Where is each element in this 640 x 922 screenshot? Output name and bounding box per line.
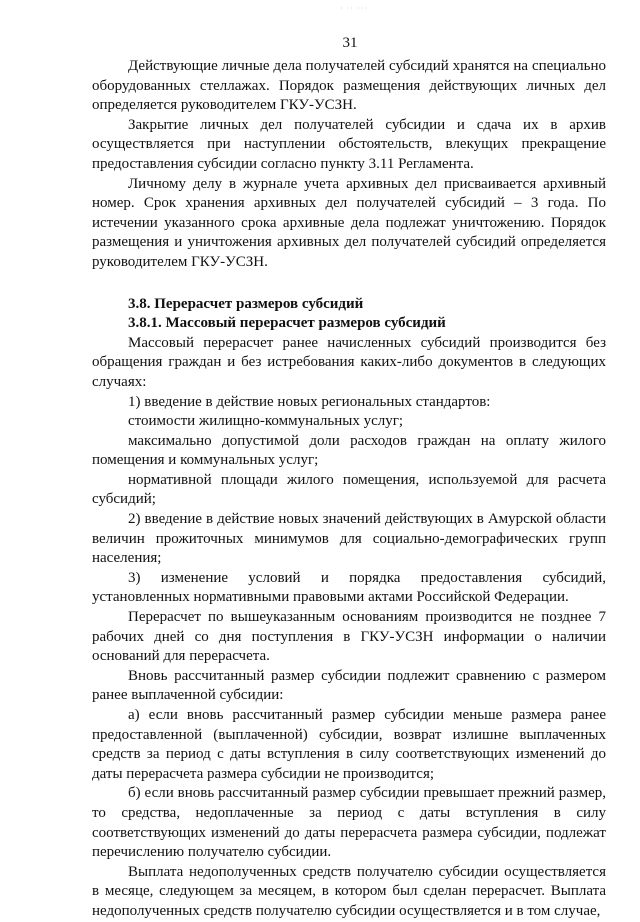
list-subitem-housing-cost: стоимости жилищно-коммунальных услуг; [128, 413, 404, 430]
list-item-1: 1) введение в действие новых региональных стандартов: [128, 393, 491, 410]
subsection-heading: 3.8.1. Массовый перерасчет размеров субсидий [128, 315, 446, 332]
paragraph-closing-files: Закрытие личных дел получателей субсидии и сдача их в архив осуществляется при наступлении обстоятельств, влекущих прекращение предоставления субсидии согласно пункту 3.11 Регламента. [92, 116, 606, 172]
list-item-3: 3) изменение условий и порядка предоставления субсидий, установленных нормативными правовыми актами Российской Федерации. [92, 569, 606, 606]
list-item-2: 2) введение в действие новых значений действующих в Амурской области величин прожиточных минимумов для социально-демографических групп населения; [92, 511, 606, 567]
scan-stamp-mark: · ·· ··· [340, 4, 368, 13]
page-number: 31 [342, 35, 358, 51]
paragraph-mass-recalculation: Массовый перерасчет ранее начисленных субсидий производится без обращения граждан и без истребования каких-либо документов в следующих случаях: [92, 334, 606, 390]
section-heading: 3.8. Перерасчет размеров субсидий [128, 295, 364, 312]
list-item-a: а) если вновь рассчитанный размер субсидии меньше размера ранее предоставленной (выплаченной) субсидии, возврат излишне выплаченных средств за период с даты вступления в силу соответствующих изменений до даты перерасчета размера субсидии не производится; [92, 707, 606, 782]
document-body [92, 57, 606, 922]
paragraph-recalculation-deadline: Перерасчет по вышеуказанным основаниям производится не позднее 7 рабочих дней со дня поступления в ГКУ-УСЗН информации о наличии оснований для перерасчета. [92, 609, 606, 665]
paragraph-archive-number: Личному делу в журнале учета архивных дел присваивается архивный номер. Срок хранения архивных дел получателей субсидий – 3 года. По истечении указанного срока архивные дела подлежат уничтожению. Порядок размещения и уничтожения архивных дел получателей субсидий определяется руководителем ГКУ-УСЗН. [92, 175, 606, 270]
list-subitem-max-share: максимально допустимой доли расходов граждан на оплату жилого помещения и коммунальных услуг; [92, 432, 606, 469]
paragraph-personal-files-storage: Действующие личные дела получателей субсидий хранятся на специально оборудованных стеллажах. Порядок размещения действующих личных дел определяется руководителем ГКУ-УСЗН. [92, 58, 606, 114]
paragraph-comparison: Вновь рассчитанный размер субсидии подлежит сравнению с размером ранее выплаченной субсидии: [92, 667, 606, 704]
paragraph-payment: Выплата недополученных средств получателю субсидии осуществляется в месяце, следующем за месяцем, в котором был сделан перерасчет. Выплата недополученных средств получателю субсидии осуществляется и в том случае, [92, 863, 606, 919]
list-subitem-normative-area: нормативной площади жилого помещения, используемой для расчета субсидий; [92, 471, 606, 508]
list-item-b: б) если вновь рассчитанный размер субсидии превышает прежний размер, то средства, недоплаченные за период с даты вступления в силу соответствующих изменений до даты перерасчета размера субсидии, подлежат перечислению получателю субсидии. [92, 785, 606, 861]
